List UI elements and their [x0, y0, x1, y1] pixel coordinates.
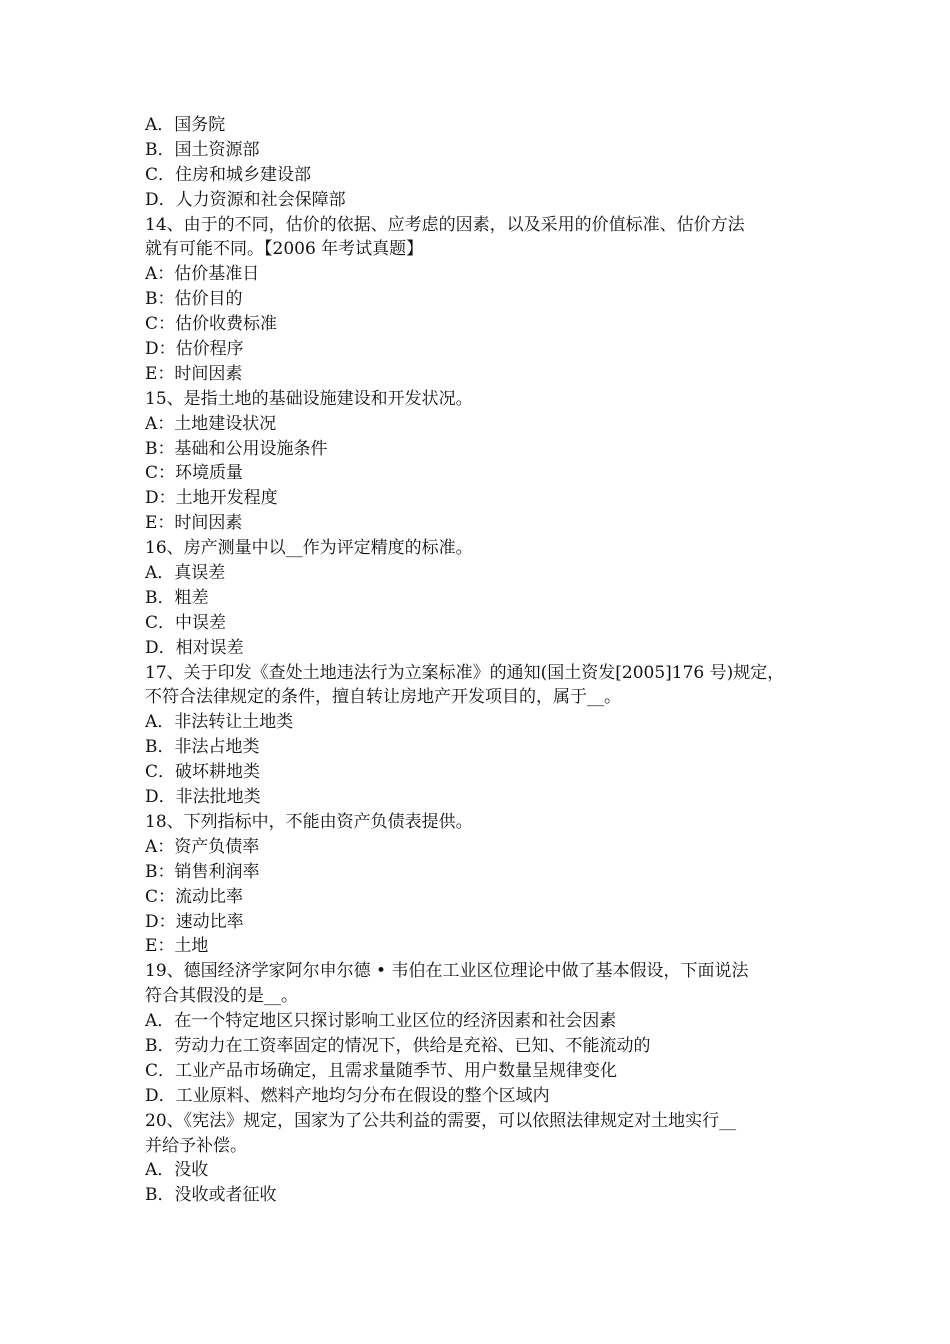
question-14-line: 14、由于的不同，估价的依据、应考虑的因素，以及采用的价值标准、估价方法 — [145, 214, 745, 235]
option-line: D．工业原料、燃料产地均匀分布在假设的整个区域内 — [145, 1085, 550, 1106]
question-19-line: 19、德国经济学家阿尔申尔德 • 韦伯在工业区位理论中做了基本假设，下面说法 — [145, 961, 749, 982]
option-line: D：土地开发程度 — [145, 488, 278, 509]
option-line: B．劳动力在工资率固定的情况下，供给是充裕、已知、不能流动的 — [145, 1035, 651, 1056]
option-line: E：土地 — [145, 936, 209, 957]
option-line: E：时间因素 — [145, 363, 243, 384]
question-18-line: 18、下列指标中，不能由资产负债表提供。 — [145, 811, 473, 832]
option-line: A．在一个特定地区只探讨影响工业区位的经济因素和社会因素 — [145, 1011, 617, 1032]
option-line: C．住房和城乡建设部 — [145, 164, 312, 185]
option-line: A：资产负债率 — [145, 836, 260, 857]
option-line: A：土地建设状况 — [145, 413, 277, 434]
option-line: B：销售利润率 — [145, 861, 260, 882]
option-line: D：估价程序 — [145, 339, 244, 360]
option-line: E：时间因素 — [145, 513, 243, 534]
document-body — [145, 113, 810, 1208]
question-14-line: 就有可能不同。【2006 年考试真题】 — [145, 239, 424, 260]
option-line: B．没收或者征收 — [145, 1185, 277, 1206]
question-15-line: 15、是指土地的基础设施建设和开发状况。 — [145, 388, 473, 409]
option-line: B．非法占地类 — [145, 737, 260, 758]
option-line: C．工业产品市场确定，且需求量随季节、用户数量呈规律变化 — [145, 1060, 618, 1081]
question-20-line: 20、《宪法》规定，国家为了公共利益的需要，可以依照法律规定对土地实行__ — [145, 1110, 737, 1131]
option-line: A．非法转让土地类 — [145, 712, 294, 733]
option-line: C．中误差 — [145, 612, 227, 633]
option-line: B．粗差 — [145, 587, 209, 608]
option-line: A．真误差 — [145, 563, 226, 584]
option-line: D．相对误差 — [145, 637, 244, 658]
option-line: B：基础和公用设施条件 — [145, 438, 328, 459]
option-line: D：速动比率 — [145, 911, 244, 932]
option-line: D．人力资源和社会保障部 — [145, 189, 346, 210]
option-line: C．破坏耕地类 — [145, 762, 261, 783]
option-line: B．国土资源部 — [145, 139, 260, 160]
option-line: A．没收 — [145, 1160, 209, 1181]
question-17-line: 17、关于印发《查处土地违法行为立案标准》的通知(国土资发[2005]176 号)规定， — [145, 662, 785, 683]
question-17-line: 不符合法律规定的条件，擅自转让房地产开发项目的，属于__。 — [145, 687, 621, 708]
option-line: D．非法批地类 — [145, 787, 261, 808]
option-line: C：环境质量 — [145, 463, 244, 484]
option-line: B：估价目的 — [145, 289, 243, 310]
option-line: C：估价收费标准 — [145, 314, 278, 335]
question-20-line: 并给予补偿。 — [145, 1135, 247, 1156]
question-19-line: 符合其假没的是__。 — [145, 986, 298, 1007]
option-line: C：流动比率 — [145, 886, 244, 907]
question-16-line: 16、房产测量中以__作为评定精度的标准。 — [145, 538, 473, 559]
option-line: A：估价基准日 — [145, 264, 260, 285]
option-line: A．国务院 — [145, 115, 226, 135]
